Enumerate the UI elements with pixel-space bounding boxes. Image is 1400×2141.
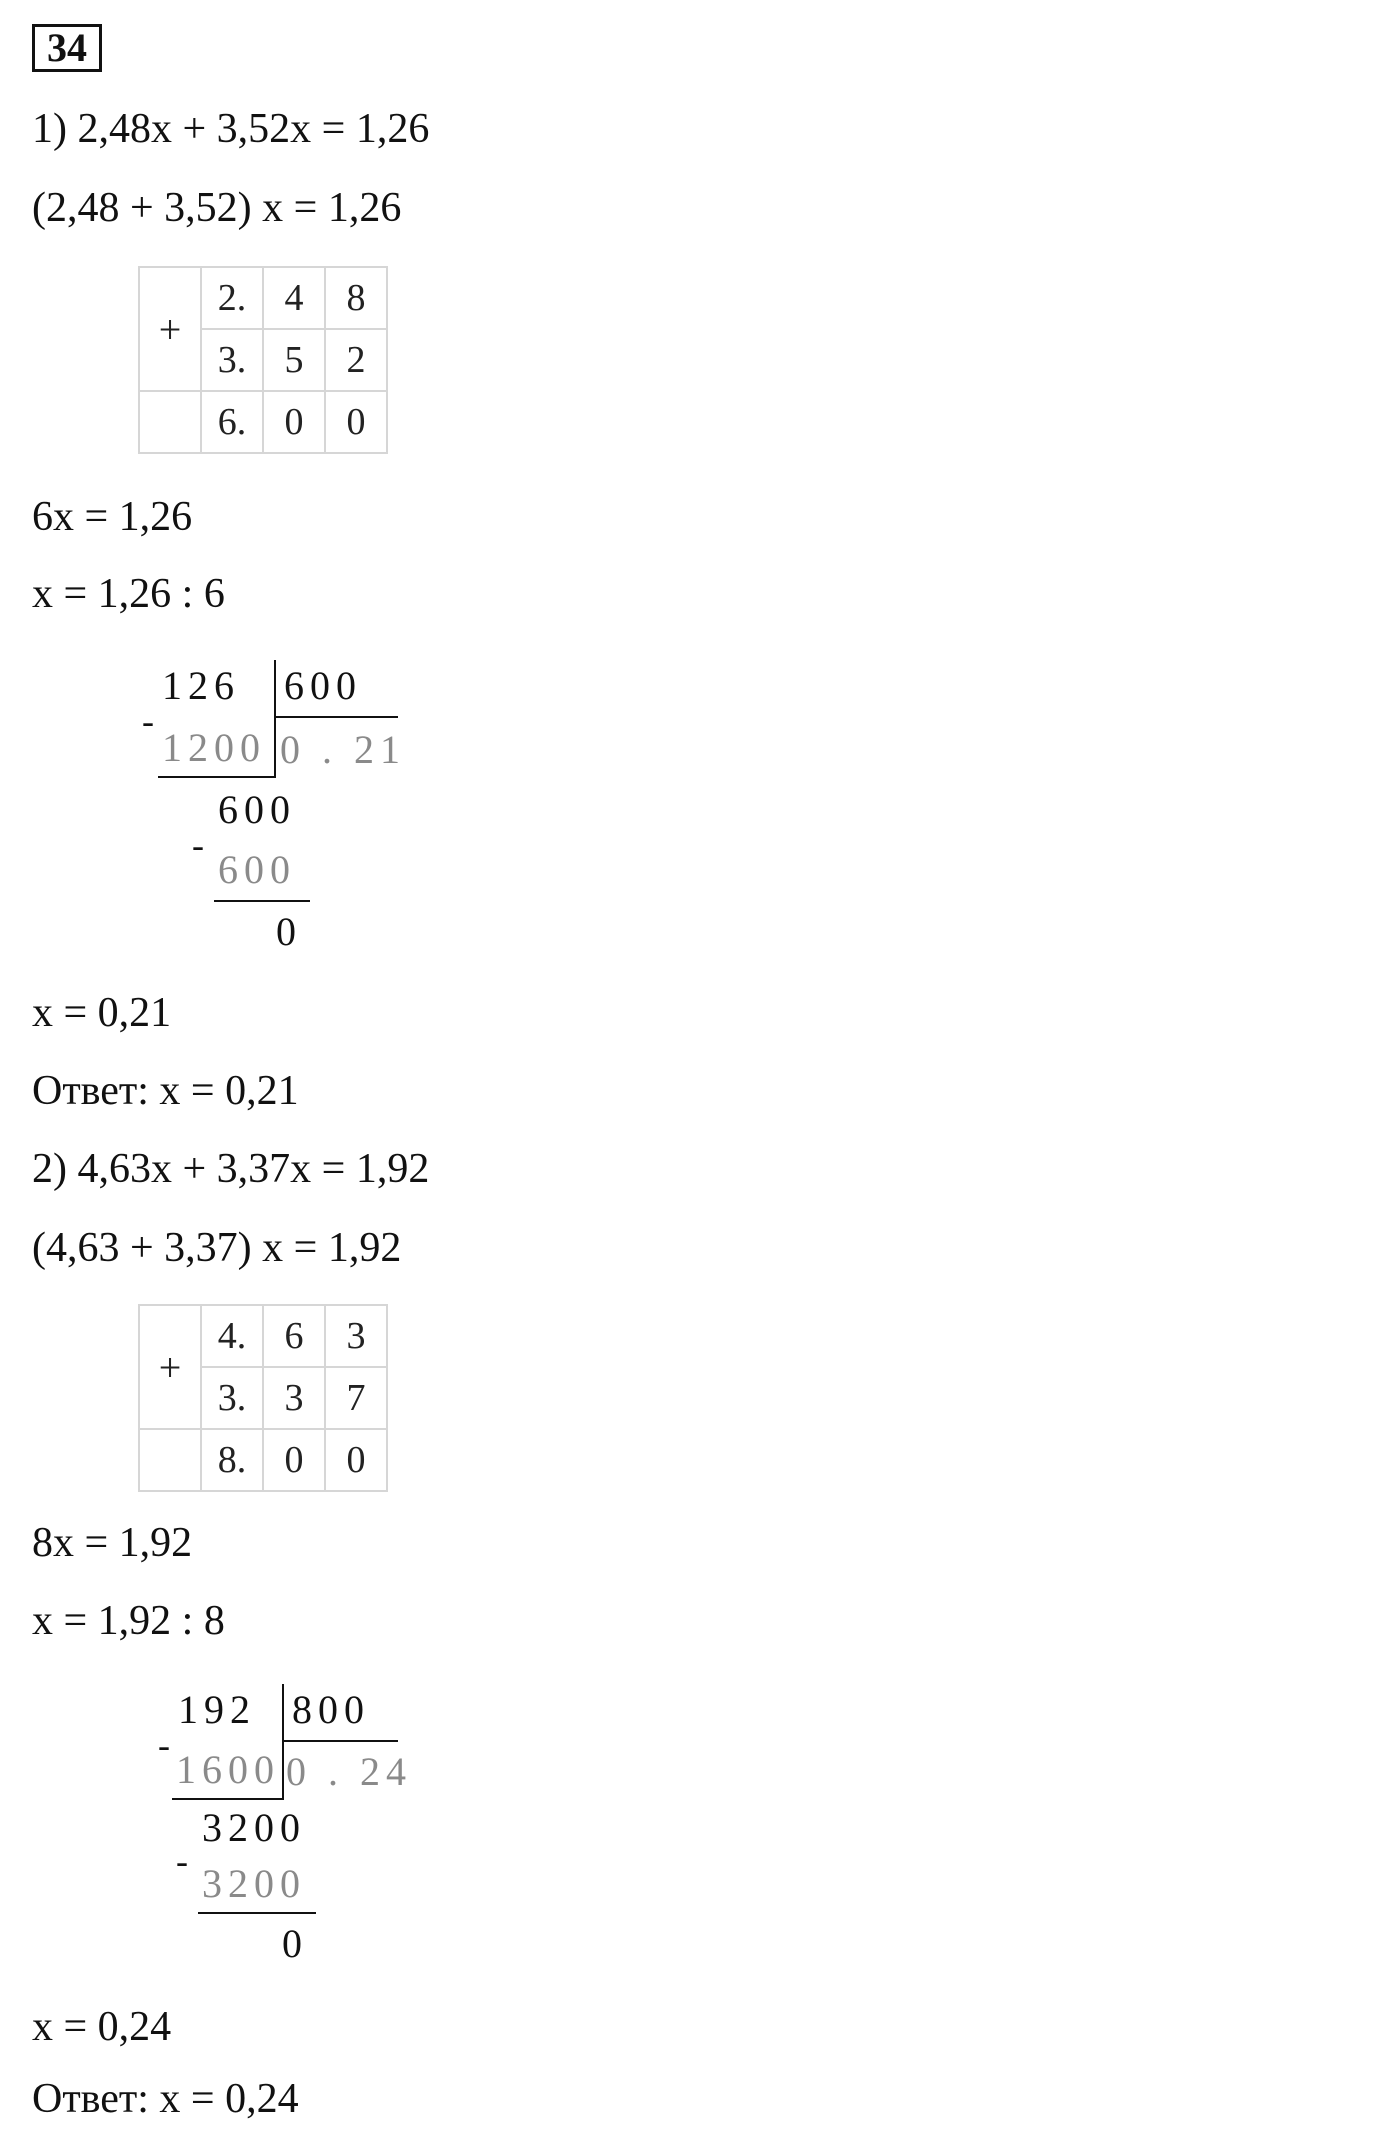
grid-cell-empty — [139, 391, 201, 453]
grid-cell: 8. — [201, 1429, 263, 1491]
subtrahend: 1200 — [162, 725, 266, 770]
part2-equation-3: 8x = 1,92 — [32, 1520, 193, 1566]
grid-cell: 3. — [201, 329, 263, 391]
minus-sign: - — [142, 701, 154, 741]
part2-addition-grid — [138, 1304, 388, 1492]
grid-cell: 4 — [263, 267, 325, 329]
dividend: 126 — [162, 663, 240, 708]
part1-equation-2: (2,48 + 3,52) x = 1,26 — [32, 185, 402, 231]
divisor: 600 — [284, 663, 362, 708]
quotient: 0 . 24 — [286, 1749, 412, 1794]
subtrahend: 1600 — [176, 1747, 280, 1792]
grid-cell: 3 — [325, 1305, 387, 1367]
grid-cell: 6. — [201, 391, 263, 453]
part2-equation-2: (4,63 + 3,37) x = 1,92 — [32, 1225, 402, 1271]
grid-cell: 3. — [201, 1367, 263, 1429]
part2-equation-4: x = 1,92 : 8 — [32, 1598, 225, 1644]
subtrahend: 600 — [218, 847, 296, 892]
part1-answer: Ответ: x = 0,21 — [32, 1068, 299, 1114]
part2-equation-1: 2) 4,63x + 3,37x = 1,92 — [32, 1146, 430, 1192]
part2-result: x = 0,24 — [32, 2004, 172, 2050]
grid-cell: 0 — [325, 391, 387, 453]
part1-addition-grid — [138, 266, 388, 454]
remainder: 600 — [218, 787, 296, 832]
grid-cell: 2. — [201, 267, 263, 329]
part1-equation-4: x = 1,26 : 6 — [32, 571, 225, 617]
part1-equation-1: 1) 2,48x + 3,52x = 1,26 — [32, 106, 430, 152]
grid-cell: 7 — [325, 1367, 387, 1429]
minus-sign: - — [158, 1725, 170, 1765]
grid-cell: 5 — [263, 329, 325, 391]
task-number-box: 34 — [32, 24, 102, 72]
minus-sign: - — [176, 1841, 188, 1881]
grid-cell: 0 — [263, 1429, 325, 1491]
subtrahend: 3200 — [202, 1861, 306, 1906]
minus-sign: - — [192, 825, 204, 865]
grid-cell: 4. — [201, 1305, 263, 1367]
grid-cell: 8 — [325, 267, 387, 329]
final-remainder: 0 — [282, 1921, 308, 1966]
grid-cell: 0 — [263, 391, 325, 453]
quotient: 0 . 21 — [280, 727, 406, 772]
final-remainder: 0 — [276, 909, 302, 954]
grid-cell: 6 — [263, 1305, 325, 1367]
remainder: 3200 — [202, 1805, 306, 1850]
grid-cell: 3 — [263, 1367, 325, 1429]
divisor: 800 — [292, 1687, 370, 1732]
plus-sign: + — [139, 1305, 201, 1429]
grid-cell: 0 — [325, 1429, 387, 1491]
grid-cell-empty — [139, 1429, 201, 1491]
plus-sign: + — [139, 267, 201, 391]
grid-cell: 2 — [325, 329, 387, 391]
part1-equation-3: 6x = 1,26 — [32, 494, 193, 540]
dividend: 192 — [178, 1687, 256, 1732]
part1-result: x = 0,21 — [32, 990, 172, 1036]
part2-answer: Ответ: x = 0,24 — [32, 2076, 299, 2122]
